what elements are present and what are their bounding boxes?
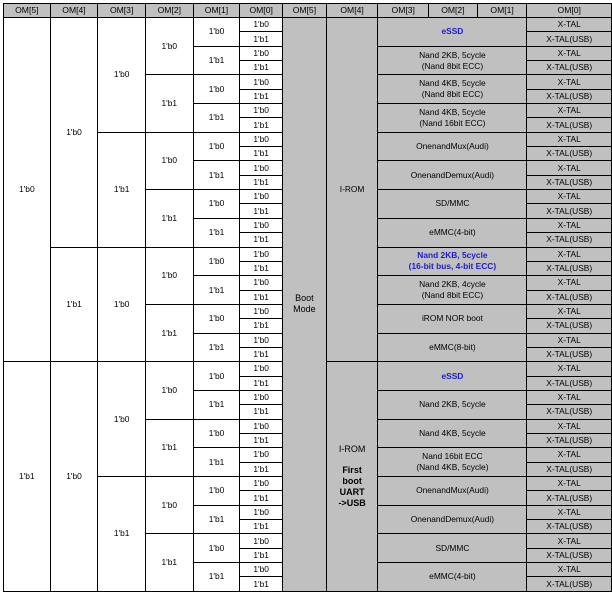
om1-value: 1'b0 — [193, 132, 240, 161]
boot-mode-line2: Mode — [293, 304, 316, 315]
table-body — [4, 18, 612, 592]
boot-device-text: eSSD — [441, 26, 464, 37]
boot-device-text: Nand 2KB, 5cycle — [419, 399, 486, 410]
om1-value: 1'b1 — [193, 563, 240, 592]
xtal-cell: X-TAL(USB) — [527, 462, 612, 476]
xtal-cell: X-TAL(USB) — [527, 147, 612, 161]
xtal-cell: X-TAL — [527, 333, 612, 347]
xtal-cell: X-TAL — [527, 304, 612, 318]
xtal-cell: X-TAL(USB) — [527, 577, 612, 591]
om1-value: 1'b1 — [193, 448, 240, 477]
boot-device-text: Nand 2KB, 4cycle — [419, 279, 486, 290]
om0-value: 1'b1 — [240, 520, 283, 534]
om0-value: 1'b1 — [240, 376, 283, 390]
first-boot-uart-text: ->USB — [338, 498, 366, 508]
om0-value: 1'b0 — [240, 390, 283, 404]
xtal-cell: X-TAL(USB) — [527, 405, 612, 419]
om0-value: 1'b1 — [240, 89, 283, 103]
om0-value: 1'b1 — [240, 204, 283, 218]
om2-value: 1'b0 — [145, 362, 193, 419]
xtal-cell: X-TAL — [527, 419, 612, 433]
om2-value: 1'b0 — [145, 247, 193, 304]
om0-value: 1'b1 — [240, 175, 283, 189]
xtal-cell: X-TAL(USB) — [527, 61, 612, 75]
boot-device-text: OnenandMux(Audi) — [416, 141, 489, 152]
om1-value: 1'b1 — [193, 333, 240, 362]
om0-value: 1'b0 — [240, 190, 283, 204]
om2-value: 1'b0 — [145, 132, 193, 189]
boot-device-cell — [378, 18, 527, 47]
xtal-cell: X-TAL(USB) — [527, 319, 612, 333]
xtal-cell: X-TAL — [527, 190, 612, 204]
xtal-cell: X-TAL — [527, 534, 612, 548]
boot-device-text: (Nand 4KB, 5cycle) — [416, 462, 489, 473]
om1-value: 1'b1 — [193, 218, 240, 247]
om3-value: 1'b0 — [98, 362, 146, 477]
boot-device-text: SD/MMC — [435, 542, 470, 553]
boot-mode-line1: Boot — [295, 293, 314, 304]
col-header-om4-input: OM[4] — [50, 4, 98, 18]
om1-value: 1'b1 — [193, 104, 240, 133]
om2-value: 1'b0 — [145, 477, 193, 534]
xtal-cell: X-TAL(USB) — [527, 175, 612, 189]
xtal-cell: X-TAL — [527, 104, 612, 118]
xtal-cell: X-TAL(USB) — [527, 491, 612, 505]
xtal-cell: X-TAL(USB) — [527, 204, 612, 218]
om0-value: 1'b1 — [240, 147, 283, 161]
boot-device-text: eMMC(4-bit) — [429, 571, 476, 582]
om0-value: 1'b0 — [240, 333, 283, 347]
irom-label-bottom — [326, 362, 378, 592]
om2-value: 1'b0 — [145, 18, 193, 75]
xtal-cell: X-TAL — [527, 448, 612, 462]
boot-device-text: OnenandMux(Audi) — [416, 485, 489, 496]
om0-value: 1'b0 — [240, 276, 283, 290]
om0-value: 1'b0 — [240, 419, 283, 433]
xtal-cell: X-TAL — [527, 132, 612, 146]
om0-value: 1'b0 — [240, 218, 283, 232]
xtal-cell: X-TAL(USB) — [527, 290, 612, 304]
boot-device-text: eMMC(8-bit) — [429, 341, 476, 352]
xtal-cell: X-TAL(USB) — [527, 233, 612, 247]
boot-device-cell — [378, 75, 527, 104]
xtal-cell: X-TAL — [527, 390, 612, 404]
om0-value: 1'b1 — [240, 433, 283, 447]
col-header-om5-input: OM[5] — [4, 4, 51, 18]
om0-value: 1'b1 — [240, 319, 283, 333]
boot-device-cell — [378, 448, 527, 477]
om5-value: 1'b1 — [4, 362, 51, 592]
om1-value: 1'b1 — [193, 161, 240, 190]
xtal-cell: X-TAL — [527, 75, 612, 89]
xtal-cell: X-TAL — [527, 362, 612, 376]
om1-value: 1'b1 — [193, 276, 240, 305]
boot-device-cell — [378, 419, 527, 448]
col-header-om1-output: OM[1] — [477, 4, 527, 18]
om1-value: 1'b0 — [193, 18, 240, 47]
xtal-cell: X-TAL — [527, 276, 612, 290]
om2-value: 1'b1 — [145, 304, 193, 361]
om0-value: 1'b0 — [240, 534, 283, 548]
om1-value: 1'b0 — [193, 190, 240, 219]
col-header-om3-input: OM[3] — [98, 4, 146, 18]
boot-device-cell — [378, 333, 527, 362]
boot-mode-table — [3, 3, 612, 592]
om1-value: 1'b0 — [193, 419, 240, 448]
boot-device-cell — [378, 276, 527, 305]
om0-value: 1'b1 — [240, 405, 283, 419]
om2-value: 1'b1 — [145, 419, 193, 476]
om1-value: 1'b0 — [193, 477, 240, 506]
xtal-cell: X-TAL(USB) — [527, 520, 612, 534]
boot-device-cell — [378, 505, 527, 534]
om0-value: 1'b1 — [240, 261, 283, 275]
boot-device-text: (Nand 8bit ECC) — [421, 89, 484, 100]
om0-value: 1'b1 — [240, 577, 283, 591]
xtal-cell: X-TAL(USB) — [527, 32, 612, 46]
xtal-cell: X-TAL — [527, 477, 612, 491]
xtal-cell: X-TAL — [527, 46, 612, 60]
first-boot-uart-text: UART — [339, 487, 365, 497]
xtal-cell: X-TAL — [527, 161, 612, 175]
om2-value: 1'b1 — [145, 534, 193, 591]
boot-device-cell — [378, 477, 527, 506]
om0-value: 1'b0 — [240, 75, 283, 89]
om2-value: 1'b1 — [145, 75, 193, 132]
irom-label: I-ROM — [338, 444, 366, 454]
boot-mode-label — [283, 18, 327, 592]
om3-value: 1'b1 — [98, 477, 146, 592]
xtal-cell: X-TAL(USB) — [527, 347, 612, 361]
om0-value: 1'b1 — [240, 61, 283, 75]
boot-device-text: SD/MMC — [435, 198, 470, 209]
om0-value: 1'b0 — [240, 304, 283, 318]
om1-value: 1'b1 — [193, 390, 240, 419]
boot-device-cell — [378, 132, 527, 161]
boot-device-cell — [378, 390, 527, 419]
om3-value: 1'b0 — [98, 247, 146, 362]
first-boot-uart-text: boot — [342, 476, 362, 486]
om0-value: 1'b1 — [240, 233, 283, 247]
om4-value: 1'b0 — [50, 18, 98, 248]
om0-value: 1'b0 — [240, 18, 283, 32]
om1-value: 1'b0 — [193, 534, 240, 563]
boot-device-text: eSSD — [441, 370, 464, 381]
om0-value: 1'b0 — [240, 132, 283, 146]
om0-value: 1'b0 — [240, 161, 283, 175]
om0-value: 1'b0 — [240, 505, 283, 519]
om0-value: 1'b1 — [240, 118, 283, 132]
col-header-om2-input: OM[2] — [145, 4, 193, 18]
om4-value: 1'b1 — [50, 247, 98, 362]
xtal-cell: X-TAL(USB) — [527, 376, 612, 390]
om3-value: 1'b1 — [98, 132, 146, 247]
om3-value: 1'b0 — [98, 18, 146, 133]
col-header-om4-output: OM[4] — [326, 4, 378, 18]
boot-device-cell — [378, 190, 527, 219]
boot-device-text: (Nand 8bit ECC) — [421, 60, 484, 71]
boot-device-text: (16-bit bus, 4-bit ECC) — [408, 261, 497, 272]
om1-value: 1'b0 — [193, 247, 240, 276]
om0-value: 1'b0 — [240, 477, 283, 491]
xtal-cell: X-TAL — [527, 218, 612, 232]
col-header-om0-input: OM[0] — [240, 4, 283, 18]
xtal-cell: X-TAL — [527, 18, 612, 32]
om0-value: 1'b1 — [240, 548, 283, 562]
boot-device-text: (Nand 16bit ECC) — [419, 117, 486, 128]
om1-value: 1'b0 — [193, 362, 240, 391]
boot-device-cell — [378, 46, 527, 75]
boot-device-text: (Nand 8bit ECC) — [421, 290, 484, 301]
xtal-cell: X-TAL(USB) — [527, 433, 612, 447]
om1-value: 1'b0 — [193, 75, 240, 104]
xtal-cell: X-TAL — [527, 563, 612, 577]
col-header-om0-output: OM[0] — [527, 4, 612, 18]
boot-device-cell — [378, 563, 527, 592]
om0-value: 1'b0 — [240, 563, 283, 577]
col-header-om3-output: OM[3] — [378, 4, 429, 18]
xtal-cell: X-TAL — [527, 505, 612, 519]
boot-device-cell — [378, 104, 527, 133]
boot-device-text: eMMC(4-bit) — [429, 227, 476, 238]
boot-device-cell — [378, 362, 527, 391]
boot-device-text: Nand 2KB, 5cycle — [419, 49, 486, 60]
col-header-om5-output: OM[5] — [283, 4, 327, 18]
boot-device-text: Nand 4KB, 5cycle — [419, 78, 486, 89]
om0-value: 1'b1 — [240, 32, 283, 46]
om0-value: 1'b1 — [240, 347, 283, 361]
boot-device-text: Nand 4KB, 5cycle — [419, 427, 486, 438]
om0-value: 1'b0 — [240, 46, 283, 60]
col-header-om2-output: OM[2] — [429, 4, 478, 18]
boot-device-text: OnenandDemux(Audi) — [410, 514, 495, 525]
xtal-cell: X-TAL(USB) — [527, 89, 612, 103]
boot-device-text: Nand 4KB, 5cycle — [419, 106, 486, 117]
om1-value: 1'b0 — [193, 304, 240, 333]
boot-device-cell — [378, 534, 527, 563]
first-boot-uart-text: First — [342, 465, 362, 475]
header-row — [4, 4, 612, 18]
om0-value: 1'b1 — [240, 491, 283, 505]
spacer — [327, 455, 378, 465]
om1-value: 1'b1 — [193, 505, 240, 534]
xtal-cell: X-TAL(USB) — [527, 118, 612, 132]
xtal-cell: X-TAL — [527, 247, 612, 261]
boot-device-cell — [378, 161, 527, 190]
xtal-cell: X-TAL(USB) — [527, 261, 612, 275]
om2-value: 1'b1 — [145, 190, 193, 247]
boot-device-cell — [378, 247, 527, 276]
om0-value: 1'b0 — [240, 104, 283, 118]
om0-value: 1'b1 — [240, 462, 283, 476]
boot-device-text: iROM NOR boot — [421, 313, 483, 324]
boot-device-cell — [378, 218, 527, 247]
om4-value: 1'b0 — [50, 362, 98, 592]
boot-device-text: Nand 16bit ECC — [422, 451, 483, 462]
om0-value: 1'b0 — [240, 448, 283, 462]
om0-value: 1'b0 — [240, 362, 283, 376]
om5-value: 1'b0 — [4, 18, 51, 362]
col-header-om1-input: OM[1] — [193, 4, 240, 18]
boot-device-text: OnenandDemux(Audi) — [410, 169, 495, 180]
om1-value: 1'b1 — [193, 46, 240, 75]
om0-value: 1'b0 — [240, 247, 283, 261]
boot-device-text: Nand 2KB, 5cycle — [417, 250, 488, 261]
table-row — [4, 18, 612, 32]
om0-value: 1'b1 — [240, 290, 283, 304]
xtal-cell: X-TAL(USB) — [527, 548, 612, 562]
irom-label-top: I-ROM — [326, 18, 378, 362]
boot-device-cell — [378, 304, 527, 333]
